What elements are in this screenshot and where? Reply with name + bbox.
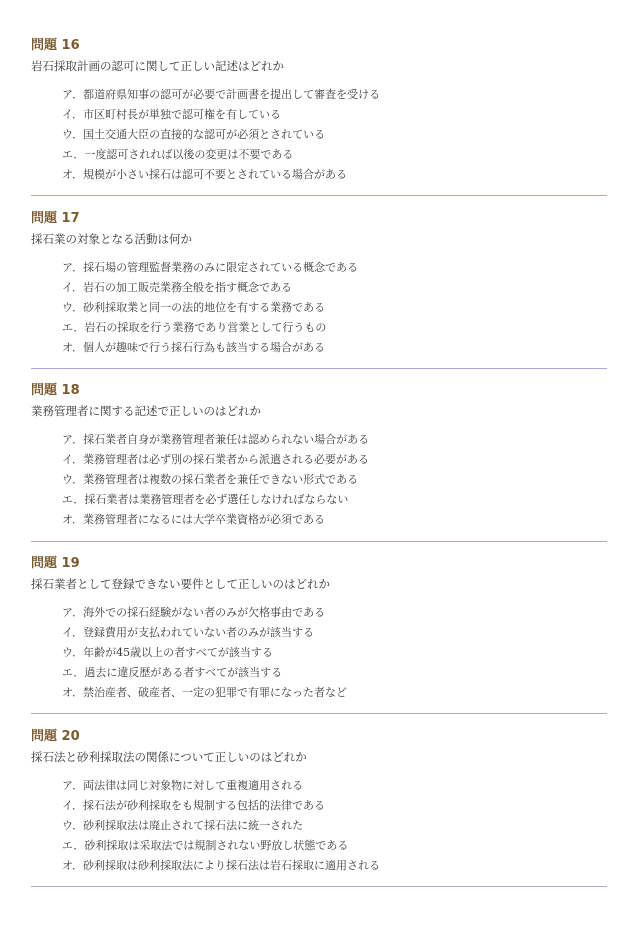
section-divider bbox=[31, 713, 607, 714]
option-list bbox=[62, 87, 380, 187]
question-number: 問題 17 bbox=[31, 211, 80, 226]
option-u: ウ．砂利採取法は廃止されて採石法に統一された bbox=[62, 819, 304, 832]
option-i: イ．採石法が砂利採取をも規制する包括的法律である bbox=[62, 799, 326, 812]
section-divider bbox=[31, 541, 607, 542]
option-e: エ．一度認可されれば以後の変更は不要である bbox=[62, 148, 294, 161]
option-i: イ．登録費用が支払われていない者のみが該当する bbox=[62, 626, 315, 639]
question-number: 問題 19 bbox=[31, 556, 80, 571]
option-a: ア．採石業者自身が業務管理者兼任は認められない場合がある bbox=[62, 433, 370, 446]
question-text: 採石業の対象となる活動は何か bbox=[31, 232, 192, 246]
option-o: オ．禁治産者、破産者、一定の犯罪で有罪になった者など bbox=[62, 686, 348, 699]
option-list bbox=[62, 432, 369, 532]
option-list bbox=[62, 778, 380, 878]
option-list bbox=[62, 260, 358, 360]
question-number: 問題 18 bbox=[31, 383, 80, 398]
option-a: ア．海外での採石経験がない者のみが欠格事由である bbox=[62, 606, 326, 619]
question-number: 問題 16 bbox=[31, 38, 80, 53]
option-e: エ．採石業者は業務管理者を必ず選任しなければならない bbox=[62, 493, 349, 506]
option-i: イ．岩石の加工販売業務全般を指す概念である bbox=[62, 281, 293, 294]
question-text: 採石法と砂利採取法の関係について正しいのはどれか bbox=[31, 750, 307, 764]
question-text: 採石業者として登録できない要件として正しいのはどれか bbox=[31, 577, 330, 591]
option-o: オ．規模が小さい採石は認可不要とされている場合がある bbox=[62, 168, 348, 181]
option-list bbox=[62, 605, 347, 705]
option-i: イ．市区町村長が単独で認可権を有している bbox=[62, 108, 282, 121]
option-u: ウ．国土交通大臣の直接的な認可が必須とされている bbox=[62, 128, 326, 141]
option-o: オ．個人が趣味で行う採石行為も該当する場合がある bbox=[62, 341, 326, 354]
section-divider bbox=[31, 195, 607, 196]
option-e: エ．砂利採取は采取法では規制されない野放し状態である bbox=[62, 839, 349, 852]
question-number: 問題 20 bbox=[31, 729, 80, 744]
option-a: ア．都道府県知事の認可が必要で計画書を提出して審査を受ける bbox=[62, 88, 381, 101]
section-divider bbox=[31, 886, 607, 887]
question-text: 業務管理者に関する記述で正しいのはどれか bbox=[31, 404, 261, 418]
section-divider bbox=[31, 368, 607, 369]
option-u: ウ．砂利採取業と同一の法的地位を有する業務である bbox=[62, 301, 326, 314]
option-e: エ．過去に違反歴がある者すべてが該当する bbox=[62, 666, 283, 679]
option-u: ウ．業務管理者は複数の採石業者を兼任できない形式である bbox=[62, 473, 359, 486]
question-text: 岩石採取計画の認可に関して正しい記述はどれか bbox=[31, 59, 284, 73]
option-a: ア．両法律は同じ対象物に対して重複適用される bbox=[62, 779, 304, 792]
option-e: エ．岩石の採取を行う業務であり営業として行うもの bbox=[62, 321, 327, 334]
option-o: オ．業務管理者になるには大学卒業資格が必須である bbox=[62, 513, 326, 526]
option-o: オ．砂利採取は砂利採取法により採石法は岩石採取に適用される bbox=[62, 859, 381, 872]
option-i: イ．業務管理者は必ず別の採石業者から派遣される必要がある bbox=[62, 453, 370, 466]
option-a: ア．採石場の管理監督業務のみに限定されている概念である bbox=[62, 261, 359, 274]
option-u: ウ．年齢が45歳以上の者すべてが該当する bbox=[62, 646, 273, 659]
